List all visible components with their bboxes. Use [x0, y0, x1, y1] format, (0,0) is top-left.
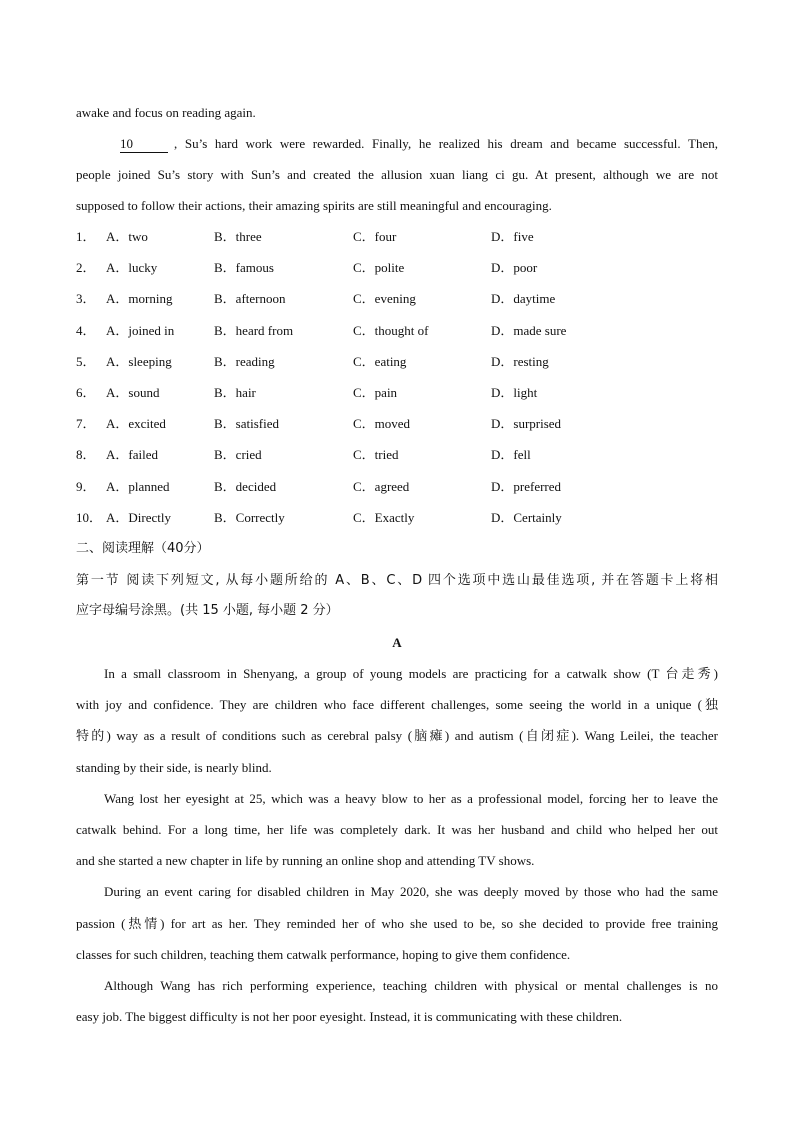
question-number: 1．: [76, 229, 96, 244]
option-c: C．thought of: [353, 322, 429, 338]
passage-end-line-2: [120, 136, 718, 153]
option-d: D．made sure: [491, 322, 567, 338]
passage-title: A: [392, 635, 402, 650]
option-c: C．moved: [353, 416, 411, 432]
option-row: [76, 260, 718, 276]
question-number: 5．: [76, 353, 96, 369]
option-b: B．three: [214, 229, 262, 244]
option-row: [76, 354, 718, 370]
option-c: C．pain: [353, 385, 398, 400]
passage-end-line-2-text: , Su’s hard work were rewarded. Finally, he realized his dream and became successful. Then,: [174, 136, 718, 151]
option-b: B．cried: [214, 447, 262, 463]
option-a: A．lucky: [106, 260, 158, 276]
passage-a-line: and she started a new chapter in life by running an online shop and attending TV shows.: [76, 853, 535, 869]
option-d: D．light: [491, 385, 538, 400]
option-row: [76, 229, 718, 245]
question-number: 3．: [76, 291, 96, 307]
passage-a-line: During an event caring for disabled children in May 2020, she was deeply moved by those who had the same: [104, 884, 718, 900]
option-a: A．failed: [106, 447, 158, 463]
passage-a-line: with joy and confidence. They are children who face different challenges, some seeing the world in a unique (独: [76, 697, 718, 713]
option-c: C．Exactly: [353, 509, 415, 525]
passage-a-line: 特的) way as a result of conditions such as cerebral palsy (脑瘫) and autism (自闭症). Wang Leilei, the teacher: [76, 728, 718, 744]
passage-a-line: Wang lost her eyesight at 25, which was a heavy blow to her as a professional model, forcing her to leave the: [104, 790, 718, 806]
passage-a-line: easy job. The biggest difficulty is not her poor eyesight. Instead, it is communicating with these children.: [76, 1009, 623, 1025]
question-number: 2．: [76, 260, 96, 276]
option-d: D．resting: [491, 353, 549, 369]
option-a: A．joined in: [106, 322, 175, 338]
passage-a-line: standing by their side, is nearly blind.: [76, 759, 272, 775]
option-b: B．heard from: [214, 322, 294, 338]
option-a: A．morning: [106, 291, 173, 307]
option-row: [76, 323, 718, 339]
option-d: D．Certainly: [491, 509, 562, 525]
passage-end-line-3: people joined Su’s story with Sun’s and created the allusion xuan liang ci gu. At present, although we are not: [76, 167, 718, 182]
option-d: D．preferred: [491, 478, 562, 494]
option-b: B．afternoon: [214, 291, 286, 307]
option-b: B．satisfied: [214, 416, 279, 432]
option-a: A．sound: [106, 385, 160, 400]
passage-a-line: Although Wang has rich performing experience, teaching children with physical or mental challenges is no: [104, 978, 718, 993]
option-d: D．five: [491, 229, 534, 244]
passage-a-line: passion (热情) for art as her. They reminded her of who she used to be, so she decided to provide free training: [76, 915, 718, 931]
option-c: C．eating: [353, 353, 407, 369]
option-b: B．decided: [214, 478, 277, 494]
section-instruction-1: 第一节 阅读下列短文, 从每小题所给的 A、B、C、D 四个选项中选山最佳选项, 并在答题卡上将相: [76, 573, 718, 588]
option-c: C．polite: [353, 260, 405, 276]
passage-end-line-1: awake and focus on reading again.: [76, 105, 256, 120]
option-row: [76, 510, 718, 526]
option-b: B．reading: [214, 353, 275, 369]
question-number: 6．: [76, 385, 96, 400]
option-a: A．sleeping: [106, 353, 172, 369]
option-a: A．two: [106, 229, 148, 244]
option-c: C．four: [353, 229, 397, 244]
question-number: 4．: [76, 322, 96, 338]
option-row: [76, 291, 718, 307]
question-number: 7．: [76, 416, 96, 432]
blank-10: 10: [120, 136, 168, 153]
question-number: 8．: [76, 447, 96, 463]
passage-a-line: catwalk behind. For a long time, her life was completely dark. It was her husband and child who helped her out: [76, 822, 718, 837]
option-b: B．hair: [214, 385, 256, 400]
option-a: A．Directly: [106, 509, 171, 525]
option-b: B．Correctly: [214, 509, 285, 525]
option-a: A．planned: [106, 478, 170, 494]
section-instruction-2: 应字母编号涂黑。(共 15 小题, 每小题 2 分）: [76, 603, 339, 618]
section-heading: 二、阅读理解（40分）: [76, 541, 210, 556]
question-number: 10．: [76, 509, 103, 525]
option-a: A．excited: [106, 416, 166, 432]
question-number: 9．: [76, 478, 96, 494]
passage-end-line-4: supposed to follow their actions, their amazing spirits are still meaningful and encouraging.: [76, 198, 552, 213]
option-c: C．agreed: [353, 478, 410, 494]
option-b: B．famous: [214, 260, 274, 276]
option-d: D．fell: [491, 447, 531, 463]
option-d: D．poor: [491, 260, 538, 276]
option-row: [76, 385, 718, 401]
option-d: D．daytime: [491, 291, 556, 307]
option-c: C．tried: [353, 447, 399, 463]
passage-a-line: In a small classroom in Shenyang, a group of young models are practicing for a catwalk show (T 台走秀): [104, 666, 718, 681]
passage-a-line: classes for such children, teaching them catwalk performance, hoping to give them confidence.: [76, 946, 571, 962]
option-row: [76, 479, 718, 495]
option-d: D．surprised: [491, 416, 562, 432]
option-c: C．evening: [353, 291, 416, 307]
option-row: [76, 416, 718, 432]
option-row: [76, 447, 718, 463]
